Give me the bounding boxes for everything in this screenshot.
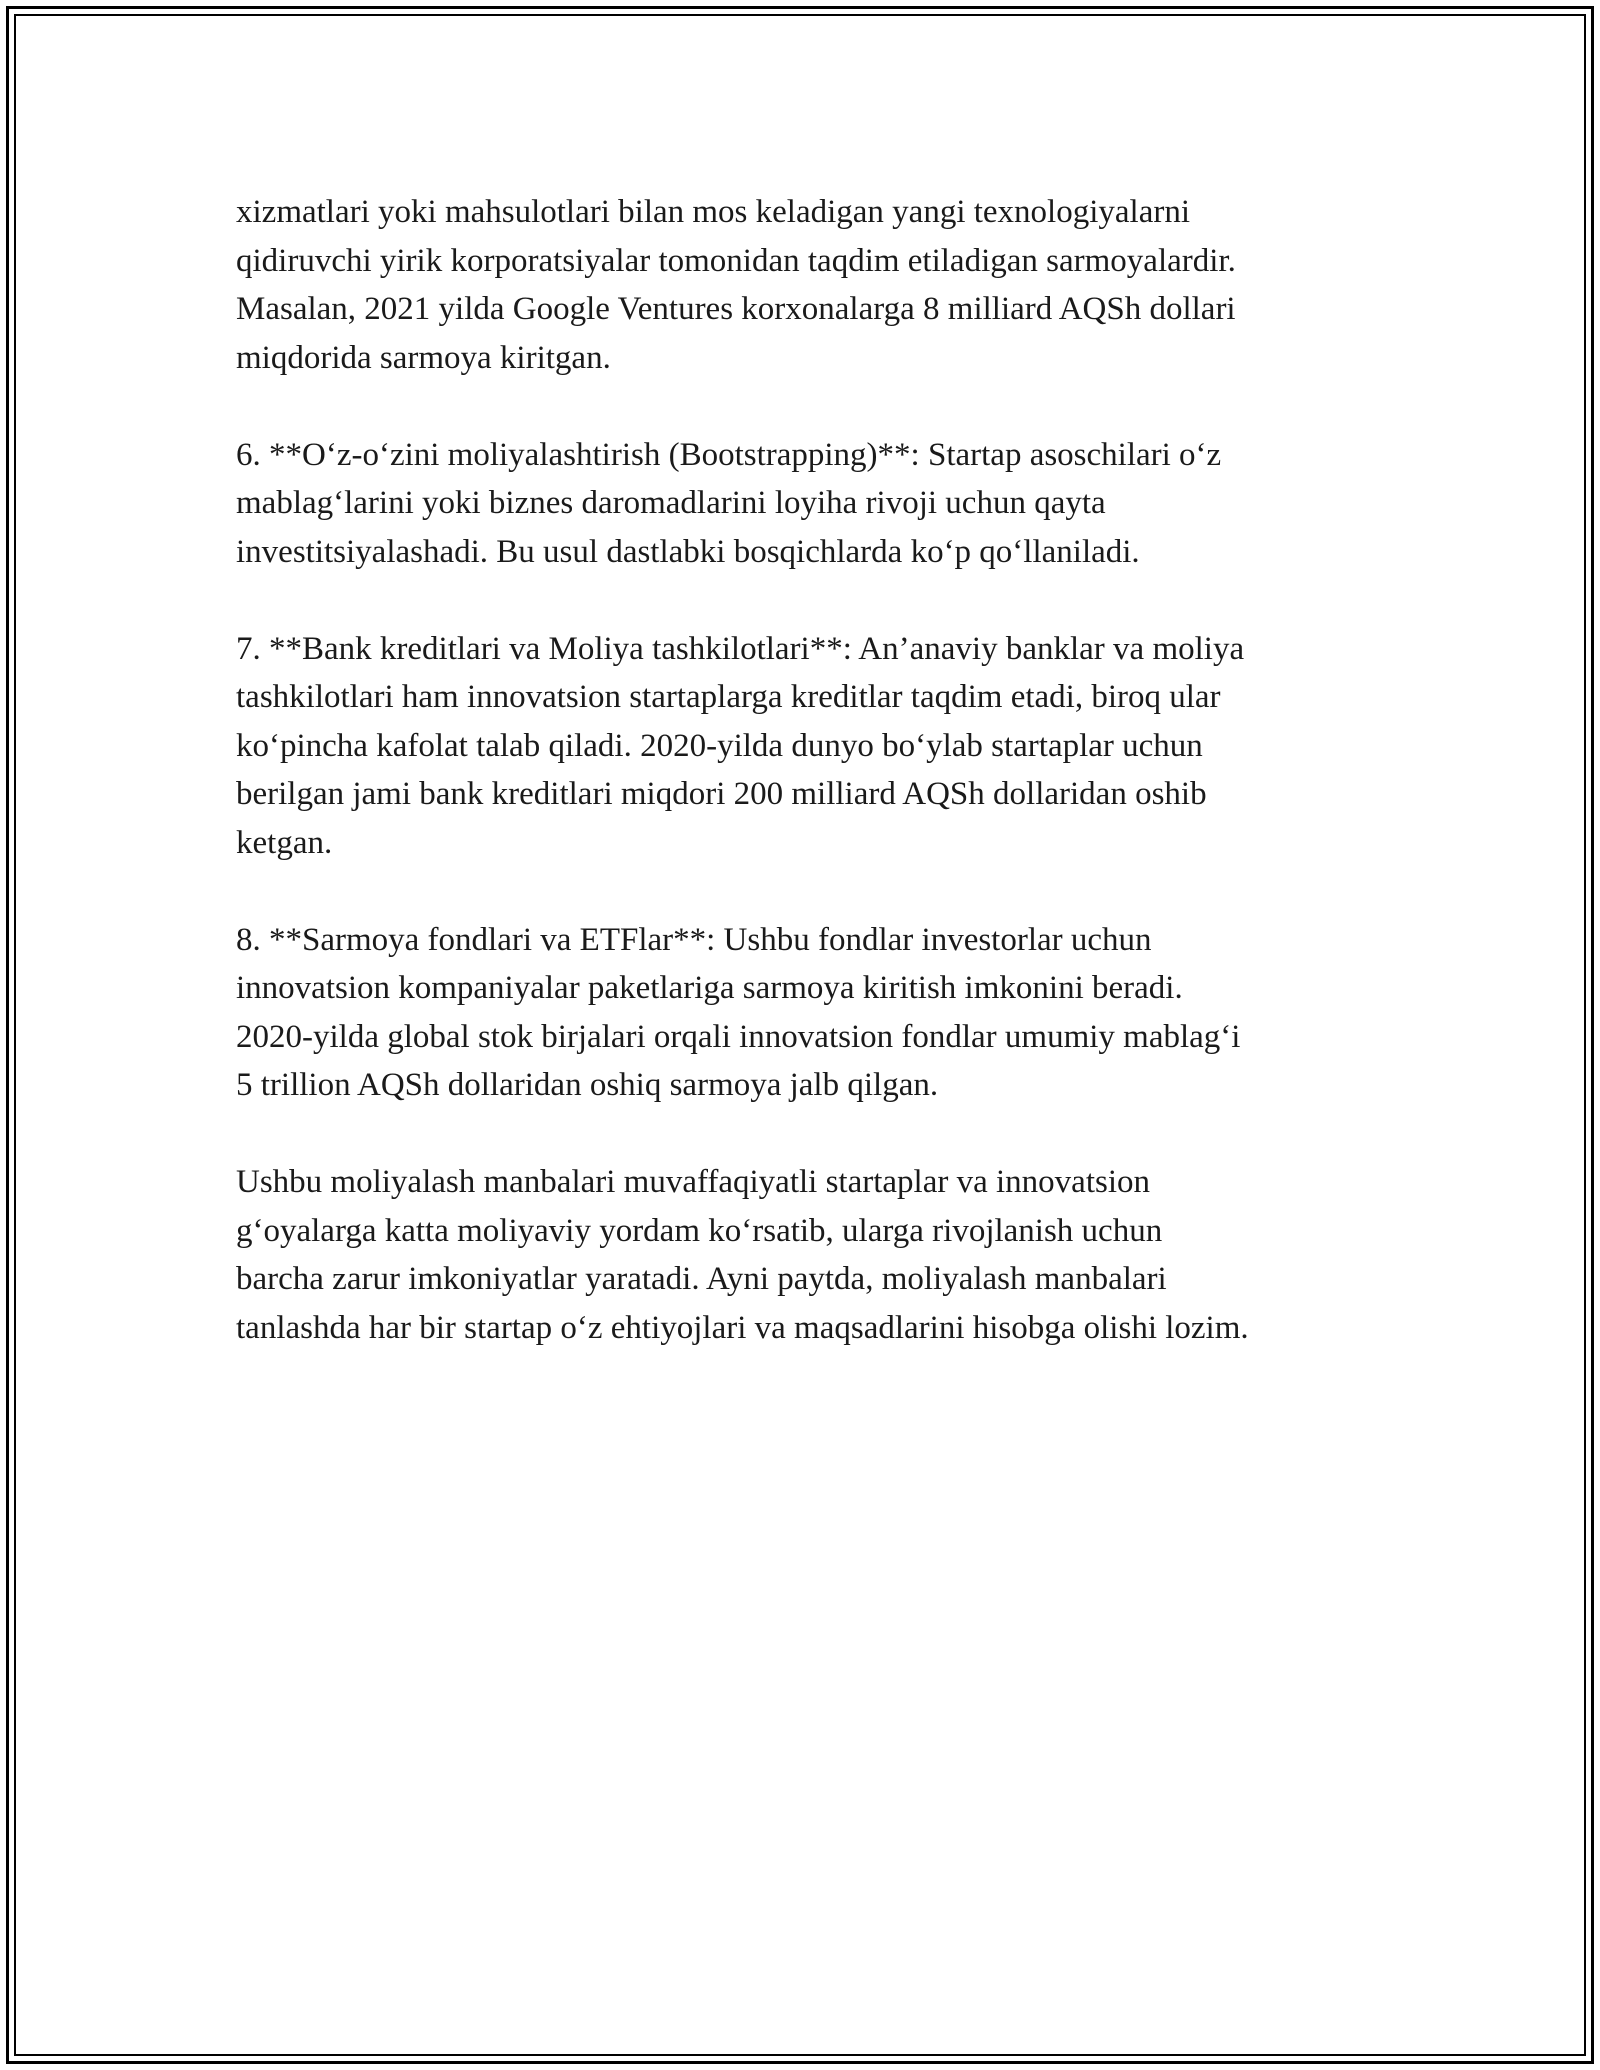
paragraph-bootstrapping: 6. **O‘z-o‘zini moliyalashtirish (Bootstrapping)**: Startap asoschilari o‘z mablag‘larini yoki biznes daromadlarini loyiha rivoji uchun qayta investitsiyalashadi. Bu usul dastlabki bosqichlarda ko‘p qo‘llaniladi. [236,436,1222,570]
document-body [236,188,1376,1352]
paragraph-investment-funds: 8. **Sarmoya fondlari va ETFlar**: Ushbu fondlar investorlar uchun innovatsion kompaniyalar paketlariga sarmoya kiritish imkonini beradi. 2020-yilda global stok birjalari orqali innovatsion fondlar umumiy mablag‘i 5 trillion AQSh dollaridan oshiq sarmoya jalb qilgan. [236,921,1241,1103]
paragraph-bank-loans: 7. **Bank kreditlari va Moliya tashkilotlari**: An’anaviy banklar va moliya tashkilotlari ham innovatsion startaplarga kreditlar taqdim etadi, biroq ular ko‘pincha kafolat talab qiladi. 2020-yilda dunyo bo‘ylab startaplar uchun berilgan jami bank kreditlari miqdori 200 milliard AQSh dollaridan oshib ketgan. [236,630,1245,861]
paragraph-conclusion: Ushbu moliyalash manbalari muvaffaqiyatli startaplar va innovatsion g‘oyalarga katta moliyaviy yordam ko‘rsatib, ularga rivojlanish uchun barcha zarur imkoniyatlar yaratadi. Ayni paytda, moliyalash manbalari tanlashda har bir startap o‘z ehtiyojlari va maqsadlarini hisobga olishi lozim. [236,1164,1249,1346]
paragraph-corporate-venture: xizmatlari yoki mahsulotlari bilan mos keladigan yangi texnologiyalarni qidiruvchi yirik korporatsiyalar tomonidan taqdim etiladigan sarmoyalardir. Masalan, 2021 yilda Google Ventures korxonalarga 8 milliard AQSh dollari miqdorida sarmoya kiritgan. [236,194,1236,376]
